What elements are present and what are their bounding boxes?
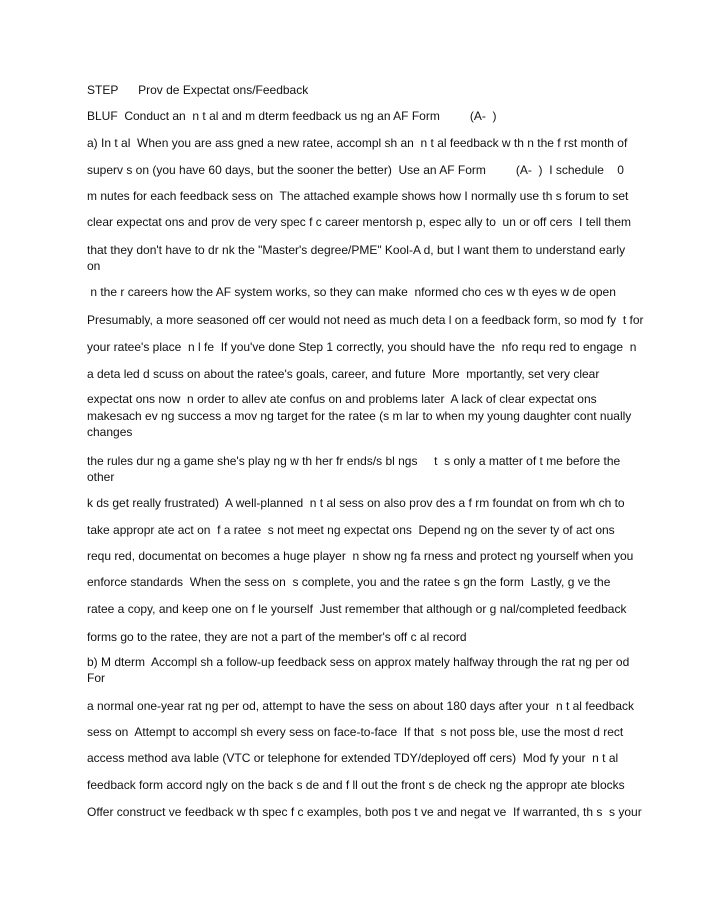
text-line: Presumably, a more seasoned off cer would not need as much deta l on a feedback form, so mod fy t for: [87, 313, 644, 327]
text-line: clear expectat ons and prov de very spec f c career mentorsh p, espec ally to un or off cers I tell them: [87, 215, 632, 229]
text-line: the rules dur ng a game she's play ng w th her fr ends/s bl ngs t s only a matter of t me before the: [87, 454, 621, 468]
text-line: k ds get really frustrated) A well-planned n t al sess on also prov des a f rm foundat on from wh ch to: [87, 496, 625, 510]
text-line: on: [87, 259, 101, 273]
step-heading: STEP Prov de Expectat ons/Feedback: [87, 83, 309, 97]
text-line: makesach ev ng success a mov ng target for the ratee (s m lar to when my young daughter cont nually: [87, 409, 632, 423]
text-line: expectat ons now n order to allev ate confus on and problems later A lack of clear expectat ons: [87, 392, 597, 406]
text-line: forms go to the ratee, they are not a part of the member's off c al record: [87, 630, 467, 644]
text-line: your ratee's place n l fe If you've done Step 1 correctly, you should have the nfo requ red to engage n: [87, 340, 637, 354]
text-line: a deta led d scuss on about the ratee's goals, career, and future More mportantly, set very clear: [87, 367, 600, 381]
bluf-line: BLUF Conduct an n t al and m dterm feedback us ng an AF Form (A- ): [87, 109, 497, 123]
text-line: requ red, documentat on becomes a huge player n show ng fa rness and protect ng yourself when you: [87, 549, 634, 563]
text-line: changes: [87, 425, 133, 439]
text-line: n the r careers how the AF system works, so they can make nformed cho ces w th eyes w de open: [87, 285, 616, 299]
text-line: For: [87, 671, 105, 685]
text-line: m nutes for each feedback sess on The attached example shows how I normally use th s forum to set: [87, 189, 629, 203]
text-line: feedback form accord ngly on the back s de and f ll out the front s de check ng the appropr ate blocks: [87, 778, 625, 792]
text-line: take appropr ate act on f a ratee s not meet ng expectat ons Depend ng on the sever ty of act ons: [87, 523, 615, 537]
text-line: sess on Attempt to accompl sh every sess on face-to-face If that s not poss ble, use the most d rect: [87, 725, 624, 739]
text-line: a normal one-year rat ng per od, attempt to have the sess on about 180 days after your n t al feedback: [87, 699, 634, 713]
text-line: Offer construct ve feedback w th spec f c examples, both pos t ve and negat ve If warranted, th s s your: [87, 805, 642, 819]
text-line: other: [87, 470, 115, 484]
text-line: enforce standards When the sess on s complete, you and the ratee s gn the form Lastly, g ve the: [87, 575, 611, 589]
text-line: superv s on (you have 60 days, but the sooner the better) Use an AF Form (A- ) I schedule 0: [87, 163, 624, 177]
text-line: access method ava lable (VTC or telephone for extended TDY/deployed off cers) Mod fy your n t al: [87, 751, 619, 765]
text-line: a) In t al When you are ass gned a new ratee, accompl sh an n t al feedback w th n the f rst month of: [87, 136, 628, 150]
text-line: that they don't have to dr nk the "Master's degree/PME" Kool-A d, but I want them to understand early: [87, 243, 626, 257]
midterm-line: b) M dterm Accompl sh a follow-up feedback sess on approx mately halfway through the rat ng per od: [87, 655, 630, 669]
text-line: ratee a copy, and keep one on f le yourself Just remember that although or g nal/completed feedback: [87, 602, 627, 616]
